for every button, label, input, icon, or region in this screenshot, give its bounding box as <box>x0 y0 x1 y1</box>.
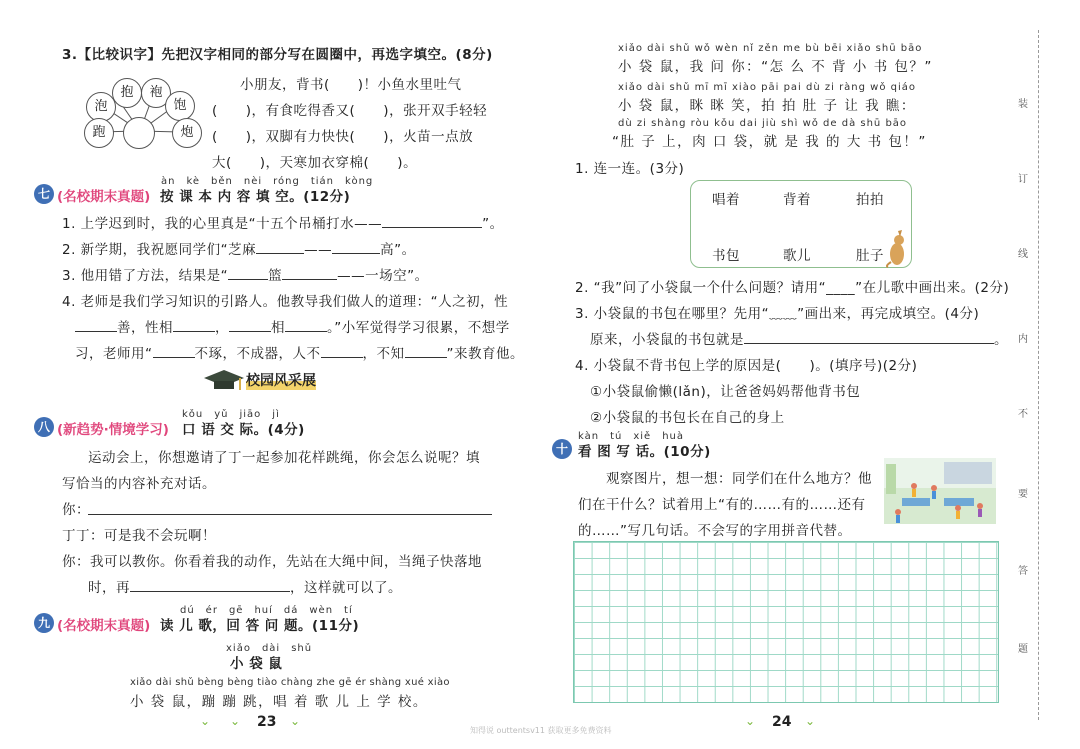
q3-line-1: 小朋友，背书( )！小鱼水里吐气 <box>240 77 462 93</box>
binding-char: 装 <box>1018 99 1028 110</box>
s7-item-4-cont2: 习，老师用“ 不琢，不成器，人不 ，不知 ”来教育他。 <box>75 346 524 362</box>
q3-line-2: ( )，有食吃得香又( )，张开双手轻轻 <box>212 103 488 119</box>
r-q1: 1. 连一连。(3分) <box>575 161 685 177</box>
q3-line-3: ( )，双脚有力快快( )，火苗一点放 <box>212 129 474 145</box>
leaf-icon: ⌄ <box>200 714 211 728</box>
s8-tag: (新趋势·情境学习) <box>57 422 169 438</box>
s7-item-3: 3. 他用错了方法，结果是“ 篮 ——一场空”。 <box>62 268 429 284</box>
s10-para-1: 观察图片，想一想：同学们在什么地方？他 <box>606 471 872 487</box>
r-q4-option-2: ②小袋鼠的书包长在自己的身上 <box>590 410 785 426</box>
match-top-item[interactable]: 唱着 <box>712 192 740 208</box>
s8-you-label: 你： <box>62 502 90 518</box>
answer-blank[interactable] <box>153 357 195 358</box>
answer-blank[interactable] <box>228 279 268 280</box>
binding-char: 题 <box>1018 644 1028 655</box>
leaf-icon: ⌄ <box>745 714 756 728</box>
diagram-char: 袍 <box>141 78 171 108</box>
page-number-left: 23 <box>257 714 277 730</box>
s8-title: 口 语 交 际。(4分) <box>182 422 305 438</box>
s10-para-3: 的……”写几句话。不会写的字用拼音代替。 <box>578 523 852 539</box>
s10-para-2: 们在干什么？试着用上“有的……有的……还有 <box>578 497 866 513</box>
diagram-char: 抱 <box>112 78 142 108</box>
writing-grid[interactable] <box>573 541 999 703</box>
binding-dashed-line <box>1038 30 1039 720</box>
s7-number-badge: 七 <box>34 184 54 204</box>
answer-blank[interactable] <box>229 331 271 332</box>
s8-para-4: 时，再 ，这样就可以了。 <box>88 580 402 596</box>
s9-number-badge: 九 <box>34 613 54 633</box>
answer-blank[interactable] <box>321 357 363 358</box>
answer-blank[interactable] <box>256 253 304 254</box>
s7-title: 按 课 本 内 容 填 空。(12分) <box>160 189 351 205</box>
playground-illustration <box>884 458 996 524</box>
binding-char: 要 <box>1018 489 1028 500</box>
s8-para-1: 运动会上，你想邀请了丁一起参加花样跳绳，你会怎么说呢？填 <box>88 450 480 466</box>
binding-char: 内 <box>1018 334 1028 345</box>
binding-char: 答 <box>1018 566 1028 577</box>
answer-blank[interactable] <box>332 253 380 254</box>
match-bottom-item[interactable]: 肚子 <box>856 248 884 264</box>
answer-blank[interactable] <box>405 357 447 358</box>
diagram-center-circle[interactable] <box>123 117 155 149</box>
poem-pinyin: xiǎo dài shǔ wǒ wèn nǐ zěn me bù bēi xiǎo shū bāo <box>618 43 923 54</box>
binding-char: 不 <box>1018 409 1028 420</box>
r-q2: 2. “我”问了小袋鼠一个什么问题？请用“____”在儿歌中画出来。(2分) <box>575 280 1010 296</box>
s7-item-4-cont: 善，性相 ， 相 。”小军觉得学习很累，不想学 <box>75 316 510 336</box>
match-top-item[interactable]: 拍拍 <box>856 192 884 208</box>
s8-para-2: 写恰当的内容补充对话。 <box>62 476 216 492</box>
campus-banner <box>200 366 334 394</box>
poem-line-1: 小 袋 鼠，蹦 蹦 跳，唱 着 歌 儿 上 学 校。 <box>130 694 428 710</box>
s9-tag: (名校期末真题) <box>57 618 151 634</box>
leaf-icon: ⌄ <box>290 714 301 728</box>
diagram-char: 跑 <box>84 118 114 148</box>
r-q4: 4. 小袋鼠不背书包上学的原因是( )。(填序号)(2分) <box>575 358 918 374</box>
s9-title: 读 儿 歌，回 答 问 题。(11分) <box>160 618 360 634</box>
s7-pinyin: àn kè běn nèi róng tián kòng <box>161 176 374 187</box>
answer-blank[interactable] <box>744 343 994 344</box>
answer-blank[interactable] <box>130 591 290 592</box>
banner-text: 校园风采展 <box>246 370 316 390</box>
s8-para-3: 你：我可以教你。你看着我的动作，先站在大绳中间，当绳子快落地 <box>62 554 482 570</box>
poem-line: 小 袋 鼠，眯 眯 笑，拍 拍 肚 子 让 我 瞧： <box>618 98 916 114</box>
page-number-right: 24 <box>772 714 792 730</box>
s7-item-1: 1. 上学迟到时，我的心里真是“十五个吊桶打水—— ”。 <box>62 216 504 232</box>
q3-line-4: 大( )，天寒加衣穿棉( )。 <box>212 155 418 171</box>
poem-line: 小 袋 鼠，我 问 你：“怎 么 不 背 小 书 包？” <box>618 59 933 75</box>
poem-title: 小 袋 鼠 <box>230 656 283 672</box>
kangaroo-illustration <box>885 228 909 268</box>
s8-pinyin: kǒu yǔ jiāo jì <box>182 409 280 420</box>
diagram-char: 炮 <box>172 118 202 148</box>
s7-item-2: 2. 新学期，我祝愿同学们“芝麻 —— 高”。 <box>62 242 416 258</box>
q3-title: 3.【比较识字】先把汉字相同的部分写在圆圈中，再选字填空。(8分) <box>62 47 493 63</box>
match-top-item[interactable]: 背着 <box>783 192 811 208</box>
s9-pinyin: dú ér gē huí dá wèn tí <box>180 605 353 616</box>
poem-pinyin: dù zi shàng ròu kǒu dai jiù shì wǒ de dà shū bāo <box>618 118 908 129</box>
s10-number-badge: 十 <box>552 439 572 459</box>
answer-blank[interactable] <box>382 227 482 228</box>
diagram-char: 饱 <box>165 91 195 121</box>
s10-pinyin: kàn tú xiě huà <box>578 431 684 442</box>
s8-dingding-line: 丁丁：可是我不会玩啊！ <box>62 528 216 544</box>
answer-blank[interactable] <box>75 331 117 332</box>
s7-item-4: 4. 老师是我们学习知识的引路人。他教导我们做人的道理：“人之初，性 <box>62 294 509 310</box>
answer-blank[interactable] <box>282 279 337 280</box>
leaf-icon: ⌄ <box>805 714 816 728</box>
poem-pinyin: xiǎo dài shǔ mī mī xiào pāi pai dù zi ràng wǒ qiáo <box>618 82 917 93</box>
r-q4-option-1: ①小袋鼠偷懒(lǎn)，让爸爸妈妈帮他背书包 <box>590 384 861 400</box>
footer-watermark: 知得说 outtentsv11 获取更多免费资料 <box>470 726 612 735</box>
s8-number-badge: 八 <box>34 417 54 437</box>
answer-blank[interactable] <box>173 331 215 332</box>
s8-you-answer-line[interactable] <box>88 514 492 515</box>
leaf-icon: ⌄ <box>230 714 241 728</box>
answer-blank[interactable] <box>285 331 327 332</box>
r-q3-fill: 原来，小袋鼠的书包就是 。 <box>590 332 1008 348</box>
poem-title-pinyin: xiǎo dài shǔ <box>226 643 313 654</box>
match-bottom-item[interactable]: 歌儿 <box>783 248 811 264</box>
poem-line: “肚 子 上，肉 口 袋，就 是 我 的 大 书 包！” <box>612 134 927 150</box>
binding-char: 订 <box>1018 174 1028 185</box>
match-bottom-item[interactable]: 书包 <box>712 248 740 264</box>
diagram-char: 泡 <box>86 92 116 122</box>
s7-tag: (名校期末真题) <box>57 189 151 205</box>
binding-char: 线 <box>1018 249 1028 260</box>
r-q3: 3. 小袋鼠的书包在哪里？先用“﹏﹏”画出来，再完成填空。(4分) <box>575 306 980 322</box>
graduation-cap-icon <box>200 366 248 394</box>
s10-title: 看 图 写 话。(10分) <box>578 444 711 460</box>
poem-line-1-pinyin: xiǎo dài shǔ bèng bèng tiào chàng zhe gē ér shàng xué xiào <box>130 677 450 688</box>
